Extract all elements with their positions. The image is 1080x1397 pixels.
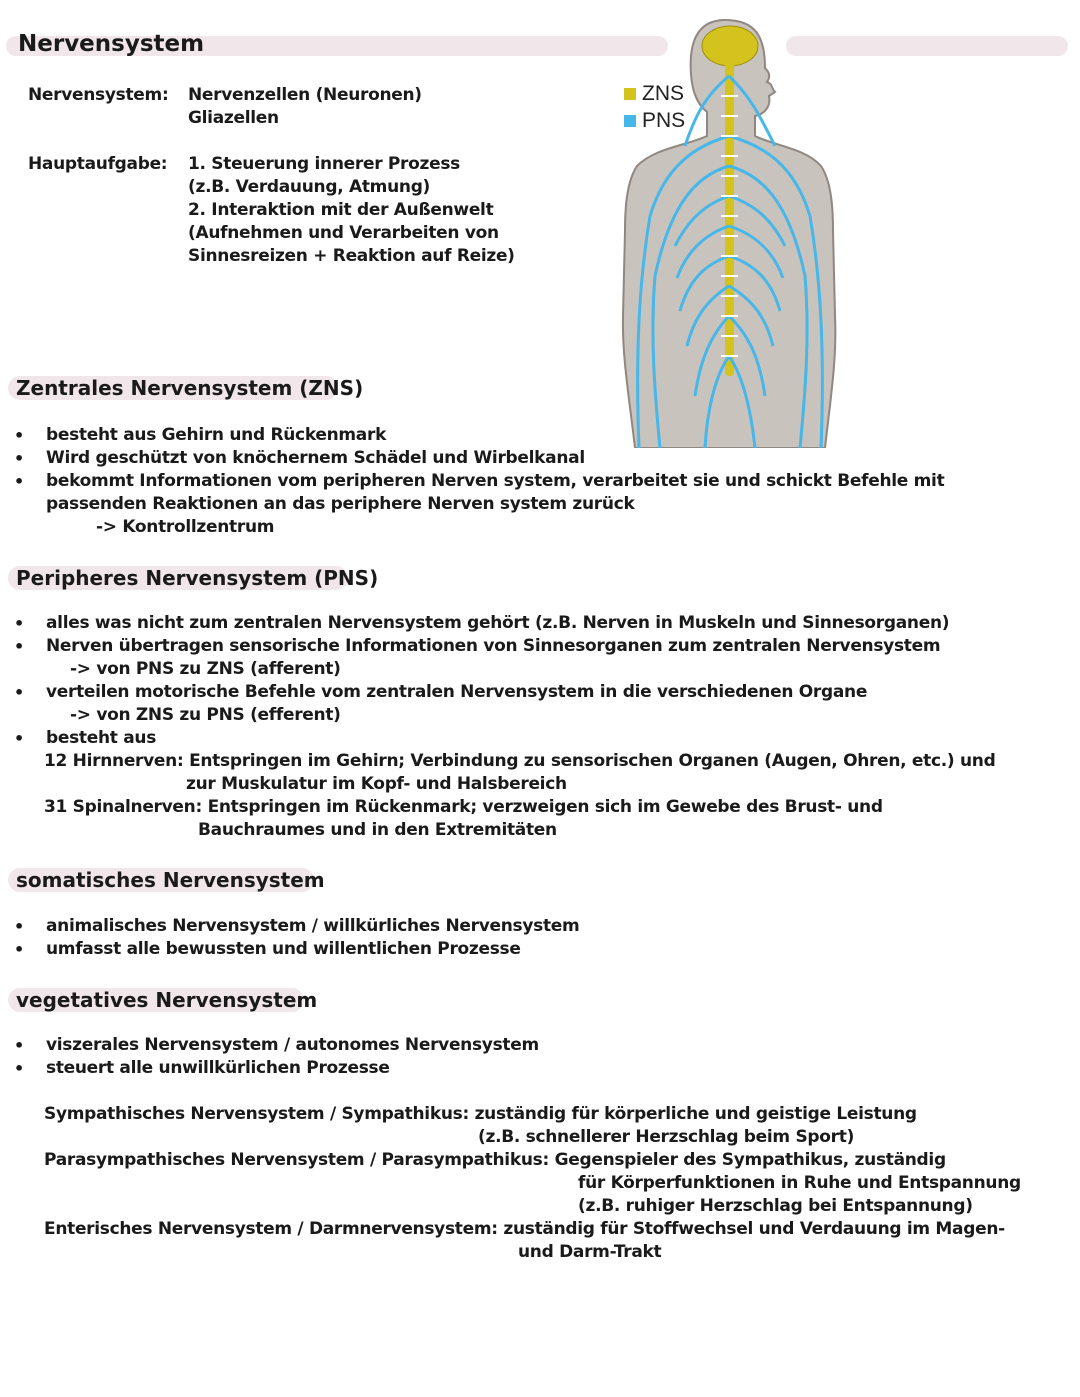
parasympathikus-cont: für Körperfunktionen in Ruhe und Entspannung xyxy=(578,1173,1021,1193)
nervous-system-illustration xyxy=(615,16,840,448)
zns-bullet-3-text: bekommt Informationen vom peripheren Nerven system, verarbeitet sie und schickt Befehle mit xyxy=(46,471,945,491)
parasympathikus-line: Parasympathisches Nervensystem / Parasympathikus: Gegenspieler des Sympathikus, zuständig xyxy=(44,1150,946,1170)
legend-pns xyxy=(624,109,685,133)
pns-hirnnerven-cont: zur Muskulatur im Kopf- und Halsbereich xyxy=(186,774,567,794)
intro-label-nervensystem: Nervensystem: xyxy=(28,85,169,105)
intro-value-2d: (Aufnehmen und Verarbeiten von xyxy=(188,223,499,243)
zns-swatch xyxy=(624,88,636,100)
intro-value-2c: 2. Interaktion mit der Außenwelt xyxy=(188,200,494,220)
pns-swatch xyxy=(624,115,636,127)
zns-bullet-2-text: Wird geschützt von knöchernem Schädel und Wirbelkanal xyxy=(46,448,585,468)
vegetative-bullet-1-text: viszerales Nervensystem / autonomes Nervensystem xyxy=(46,1035,539,1055)
intro-label-hauptaufgabe: Hauptaufgabe: xyxy=(28,154,168,174)
zns-bullet-3-cont: passenden Reaktionen an das periphere Nerven system zurück xyxy=(46,494,635,514)
sympathikus-line: Sympathisches Nervensystem / Sympathikus: zuständig für körperliche und geistige Leistung xyxy=(44,1104,917,1124)
intro-value-2a: 1. Steuerung innerer Prozess xyxy=(188,154,460,174)
vegetative-heading: vegetatives Nervensystem xyxy=(16,988,318,1012)
pns-hirnnerven: 12 Hirnnerven: Entspringen im Gehirn; Verbindung zu sensorischen Organen (Augen, Ohren, etc.) und xyxy=(44,751,996,771)
somatic-heading: somatisches Nervensystem xyxy=(16,868,325,892)
legend-pns-label: PNS xyxy=(642,109,686,132)
legend-zns-label: ZNS xyxy=(642,82,684,105)
pns-afferent: -> von PNS zu ZNS (afferent) xyxy=(70,659,341,679)
enterisches-line: Enterisches Nervensystem / Darmnervensystem: zuständig für Stoffwechsel und Verdauung im Magen- xyxy=(44,1219,1005,1239)
page-title: Nervensystem xyxy=(18,31,205,57)
intro-value-1b: Gliazellen xyxy=(188,108,279,128)
somatic-bullet-2-text: umfasst alle bewussten und willentlichen Prozesse xyxy=(46,939,521,959)
zns-heading: Zentrales Nervensystem (ZNS) xyxy=(16,376,364,400)
zns-kontrollzentrum: -> Kontrollzentrum xyxy=(96,517,275,537)
pns-spinalnerven: 31 Spinalnerven: Entspringen im Rückenmark; verzweigen sich im Gewebe des Brust- und xyxy=(44,797,883,817)
zns-bullet-1-text: besteht aus Gehirn und Rückenmark xyxy=(46,425,387,445)
legend-zns xyxy=(624,82,684,106)
enterisches-cont: und Darm-Trakt xyxy=(518,1242,662,1262)
parasympathikus-example: (z.B. ruhiger Herzschlag bei Entspannung) xyxy=(578,1196,973,1216)
pns-spinalnerven-cont: Bauchraumes und in den Extremitäten xyxy=(198,820,557,840)
pns-efferent: -> von ZNS zu PNS (efferent) xyxy=(70,705,341,725)
intro-value-2e: Sinnesreizen + Reaktion auf Reize) xyxy=(188,246,515,266)
intro-value-1a: Nervenzellen (Neuronen) xyxy=(188,85,422,105)
intro-value-2b: (z.B. Verdauung, Atmung) xyxy=(188,177,431,197)
somatic-bullet-1-text: animalisches Nervensystem / willkürliches Nervensystem xyxy=(46,916,580,936)
sympathikus-example: (z.B. schnellerer Herzschlag beim Sport) xyxy=(478,1127,855,1147)
vegetative-bullet-2-text: steuert alle unwillkürlichen Prozesse xyxy=(46,1058,390,1078)
pns-heading: Peripheres Nervensystem (PNS) xyxy=(16,566,379,590)
pns-line-1-text: alles was nicht zum zentralen Nervensystem gehört (z.B. Nerven in Muskeln und Sinnesorganen) xyxy=(46,613,950,633)
pns-line-4-text: verteilen motorische Befehle vom zentralen Nervensystem in die verschiedenen Organe xyxy=(46,682,868,702)
pns-line-6-text: besteht aus xyxy=(46,728,157,748)
pns-line-2-text: Nerven übertragen sensorische Informationen von Sinnesorganen zum zentralen Nervensystem xyxy=(46,636,941,656)
